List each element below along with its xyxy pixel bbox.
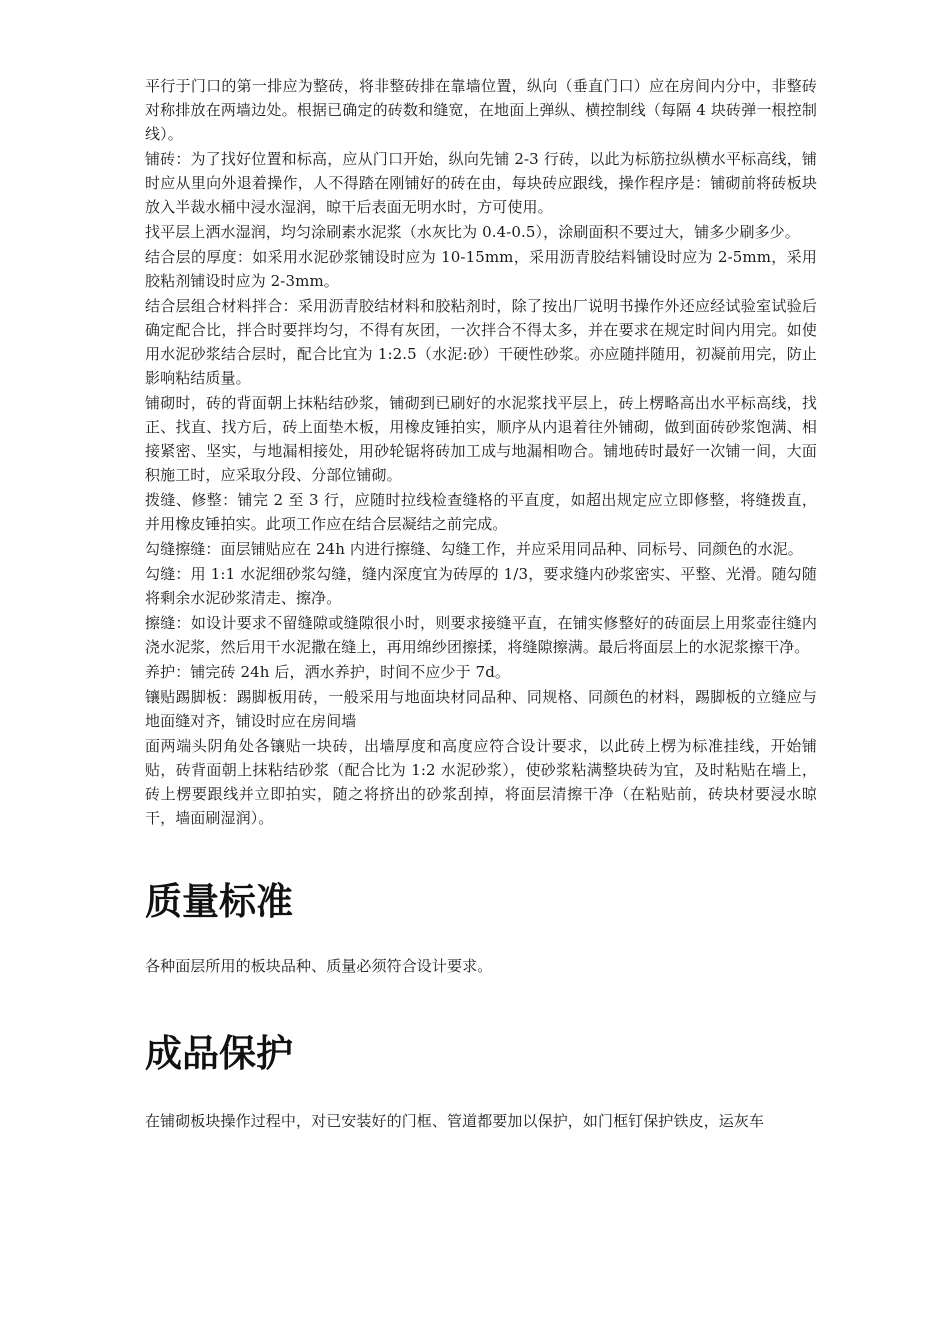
paragraph-layout: 平行于门口的第一排应为整砖，将非整砖排在靠墙位置，纵向（垂直门口）应在房间内分中，非整砖对称排放在两墙边处。根据已确定的砖数和缝宽，在地面上弹纵、横控制线（每隔 4 块砖弹一根控制线）。 xyxy=(145,77,817,143)
paragraph-skirting-continued: 面两端头阴角处各镶贴一块砖，出墙厚度和高度应符合设计要求，以此砖上楞为标准挂线，开始铺贴，砖背面朝上抹粘结砂浆（配合比为 1:2 水泥砂浆），使砂浆粘满整块砖为宜，及时粘贴在墙上，砖上楞要跟线并立即拍实，随之将挤出的砂浆刮掉，将面层清擦干净（在粘贴前，砖块材要浸水晾干，墙面刷湿润）。 xyxy=(145,737,817,827)
section-heading-quality: 质量标准 xyxy=(145,880,293,923)
paragraph-bond-thickness: 结合层的厚度：如采用水泥砂浆铺设时应为 10-15mm，采用沥青胶结料铺设时应为 2-5mm，采用胶粘剂铺设时应为 2-3mm。 xyxy=(145,248,817,290)
paragraph-wiping: 擦缝：如设计要求不留缝隙或缝隙很小时，则要求接缝平直，在铺实修整好的砖面层上用浆壶往缝内浇水泥浆，然后用干水泥撒在缝上，再用绵纱团擦揉，将缝隙擦满。最后将面层上的水泥浆擦干净。 xyxy=(145,614,817,656)
paragraph-protection: 在铺砌板块操作过程中，对已安装好的门框、管道都要加以保护，如门框钉保护铁皮，运灰车 xyxy=(145,1112,765,1130)
paragraph-joint-adjust: 拨缝、修整：铺完 2 至 3 行，应随时拉线检查缝格的平直度，如超出规定应立即修整，将缝拨直，并用橡皮锤拍实。此项工作应在结合层凝结之前完成。 xyxy=(145,491,817,533)
document-page xyxy=(145,74,817,1134)
paragraph-pointing: 勾缝：用 1:1 水泥细砂浆勾缝，缝内深度宜为砖厚的 1/3，要求缝内砂浆密实、平整、光滑。随勾随将剩余水泥砂浆清走、擦净。 xyxy=(145,565,817,607)
paragraph-bond-mixing: 结合层组合材料拌合：采用沥青胶结材料和胶粘剂时，除了按出厂说明书操作外还应经试验室试验后确定配合比，拌合时要拌均匀，不得有灰团，一次拌合不得太多，并在要求在规定时间内用完。如使用水泥砂浆结合层时，配合比宜为 1:2.5（水泥:砂）干硬性砂浆。亦应随拌随用，初凝前用完，防止影响粘结质量。 xyxy=(145,297,817,387)
paragraph-skirting: 镶贴踢脚板：踢脚板用砖，一般采用与地面块材同品种、同规格、同颜色的材料，踢脚板的立缝应与地面缝对齐，铺设时应在房间墙 xyxy=(145,688,817,730)
paragraph-grouting: 勾缝擦缝：面层铺贴应在 24h 内进行擦缝、勾缝工作，并应采用同品种、同标号、同颜色的水泥。 xyxy=(145,540,803,558)
paragraph-quality: 各种面层所用的板块品种、质量必须符合设计要求。 xyxy=(145,957,493,975)
paragraph-curing: 养护：铺完砖 24h 后，洒水养护，时间不应少于 7d。 xyxy=(145,663,510,681)
paragraph-slurry: 找平层上洒水湿润，均匀涂刷素水泥浆（水灰比为 0.4-0.5），涂刷面积不要过大，铺多少刷多少。 xyxy=(145,223,800,241)
section-heading-protection: 成品保护 xyxy=(145,1032,293,1075)
paragraph-tile-laying: 铺砖：为了找好位置和标高，应从门口开始，纵向先铺 2-3 行砖，以此为标筋拉纵横水平标高线，铺时应从里向外退着操作，人不得踏在刚铺好的砖在由，每块砖应跟线，操作程序是：铺砌前将砖板块放入半裁水桶中浸水湿润，晾干后表面无明水时，方可使用。 xyxy=(145,150,817,216)
paragraph-laying-procedure: 铺砌时，砖的背面朝上抹粘结砂浆，铺砌到已刷好的水泥浆找平层上，砖上楞略高出水平标高线，找正、找直、找方后，砖上面垫木板，用橡皮锤拍实，顺序从内退着往外铺砌，做到面砖砂浆饱满、相接紧密、坚实，与地漏相接处，用砂轮锯将砖加工成与地漏相吻合。铺地砖时最好一次铺一间，大面积施工时，应采取分段、分部位铺砌。 xyxy=(145,394,817,484)
